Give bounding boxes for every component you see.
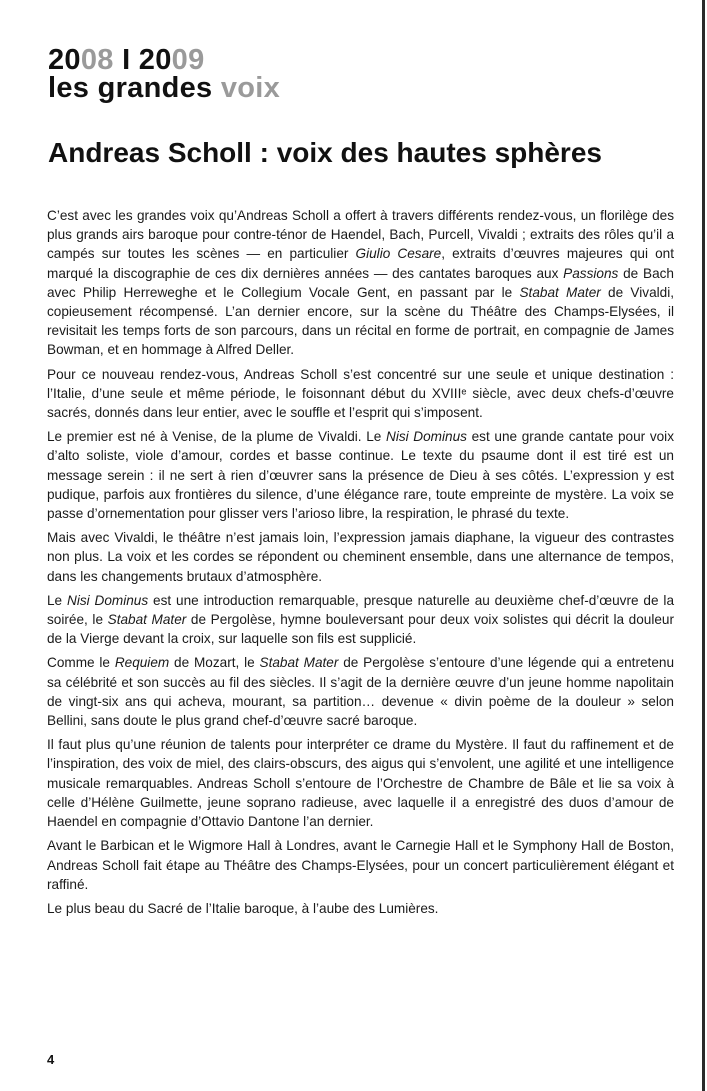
paragraph-text: , extraits d’œuvres majeures qui ont marqué la discographie de ces dix dernières années — des cantates baroques aux [47, 246, 674, 281]
series-name [48, 74, 280, 102]
paragraph-text: Pour ce nouveau rendez-vous, Andreas Scholl s’est concentré sur une seule et unique destination : l’Italie, d’une seule et même période, le foisonnant début du XVIIIᵉ siècle, avec deux chefs-d’œuvre sacrés, donnés dans leur entier, avec le souffle et l’esprit qui s’imposent. [47, 366, 674, 421]
article-paragraph [47, 591, 674, 649]
italic-title-text: Requiem [114, 655, 170, 671]
season-header [48, 46, 280, 102]
paragraph-text: de Vivaldi, copieusement récompensé. L’an dernier encore, sur la scène du Théâtre des Champs-Elysées, il revisitait les temps forts de son parcours, dans un récital en forme de portrait, en compagnie de James Bowman, et en hommage à Alfred Deller. [47, 284, 675, 358]
article-title: Andreas Scholl : voix des hautes sphères [48, 137, 602, 168]
italic-title-text: Stabat Mater [519, 284, 601, 300]
article-paragraph [47, 528, 674, 586]
paragraph-text: de Pergolèse s’entoure d’une légende qui a entretenu sa célébrité et son succès au fil des siècles. Il s’agit de la dernière œuvre d’un jeune homme napolitain de vingt-six ans qui acheva, mourant, sa partition… devenue « divin poème de la douleur » selon Bellini, sans doute le plus grand chef-d’œuvre sacré baroque. [47, 655, 675, 729]
italic-title-text: Nisi Dominus [67, 592, 149, 608]
italic-title-text: Stabat Mater [259, 655, 339, 671]
paragraph-text: Le [47, 592, 67, 608]
italic-title-text: Stabat Mater [107, 612, 187, 628]
paragraph-text: de Mozart, le [169, 655, 260, 671]
article-paragraph [47, 836, 674, 894]
season-year-start-suffix: 08 [80, 44, 114, 76]
season-year-end-suffix: 09 [171, 44, 205, 76]
paragraph-text: Il faut plus qu’une réunion de talents pour interpréter ce drame du Mystère. Il faut du raffinement et de l’inspiration, des voix de miel, des clairs-obscurs, des aigus qui s’envolent, une agilité et une intelligence musicale remarquables. Andreas Scholl s’entoure de l’Orchestre de Chambre de Bâle et lie sa voix à celle d’Hélène Guilmette, jeune soprano radieuse, avec laquelle il a enregistré des duos d’amour de Haendel en compagnie d’Ottavio Dantone l’an dernier. [47, 737, 674, 830]
article-paragraph [47, 735, 674, 831]
page-number: 4 [47, 1052, 55, 1067]
paragraph-text: Mais avec Vivaldi, le théâtre n’est jamais loin, l’expression jamais diaphane, la vigueur des contrastes non plus. La voix et les cordes se répondent ou cheminent ensemble, dans une alternance de tempos, dans les changements brutaux d’atmosphère. [47, 530, 674, 584]
paragraph-text: Le plus beau du Sacré de l’Italie baroque, à l’aube des Lumières. [47, 900, 439, 916]
paragraph-text: est une introduction remarquable, presque naturelle au deuxième chef-d’œuvre de la soirée, le [47, 592, 675, 628]
article-paragraph [47, 653, 674, 730]
italic-title-text: Passions [563, 265, 619, 281]
italic-title-text: Nisi Dominus [386, 429, 467, 445]
paragraph-text: est une grande cantate pour voix d’alto soliste, viole d’amour, cordes et basse continue. Le texte du psaume dont il est tiré est un message serein : il ne sert à rien d’œuvrer sans la présence de Dieu à ses côtés. L’expression y est pudique, parfois aux frontières du silence, d’une élégance rare, toute empreinte de mystère. La voix se passe d’ornementation pour glisser vers l’arioso libre, la respiration, le phrasé du texte. [47, 429, 674, 522]
paragraph-text: Comme le [47, 655, 115, 671]
article-paragraph [47, 206, 674, 360]
paragraph-text: de Pergolèse, hymne bouleversant pour deux voix solistes qui décrit la douleur de la Vierge devant la croix, sur laquelle son fils est supplicié. [47, 612, 674, 647]
article-paragraph [47, 365, 674, 423]
series-name-light: voix [220, 72, 281, 104]
series-name-dark: les grandes [48, 72, 221, 104]
season-year-end: 20 [138, 44, 172, 76]
paragraph-text: Le premier est né à Venise, de la plume de Vivaldi. Le [47, 429, 386, 445]
article-body [47, 206, 674, 923]
article-paragraph [47, 899, 674, 918]
season-separator: I [113, 44, 139, 76]
paragraph-text: C’est avec les grandes voix qu’Andreas Scholl a offert à travers différents rendez-vous, un florilège des plus grands airs baroque pour contre-ténor de Haendel, Bach, Purcell, Vivaldi ; extraits des rôles qu’il a campés sur toutes les scènes — en particulier [47, 208, 674, 262]
paragraph-text: Avant le Barbican et le Wigmore Hall à Londres, avant le Carnegie Hall et le Symphony Hall de Boston, Andreas Scholl fait étape au Théâtre des Champs-Elysées, pour un concert particulièrement élégant et raffiné. [47, 838, 674, 892]
italic-title-text: Giulio Cesare [355, 246, 442, 262]
article-paragraph [47, 427, 674, 523]
paragraph-text: de Bach avec Philip Herreweghe et le Collegium Vocale Gent, en passant par le [47, 265, 674, 300]
page-edge [702, 0, 705, 1091]
season-year-start: 20 [48, 44, 81, 76]
